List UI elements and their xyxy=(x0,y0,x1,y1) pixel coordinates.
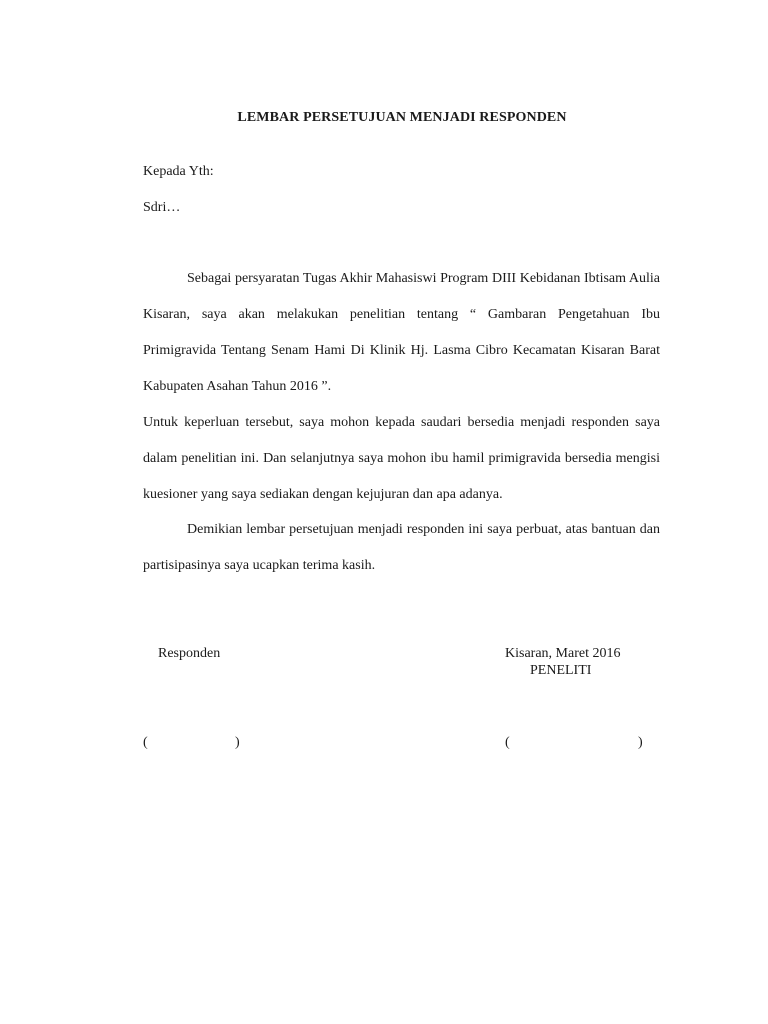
respondent-signature-open-paren: ( xyxy=(143,735,148,750)
paragraph-request-text: Untuk keperluan tersebut, saya mohon kepada saudari bersedia menjadi responden saya dalam penelitian ini. Dan selanjutnya saya mohon ibu hamil primigravida bersedia mengisi kuesioner yang saya sediakan dengan kejujuran dan apa adanya. xyxy=(143,415,660,502)
researcher-signature-close-paren: ) xyxy=(638,735,643,750)
paragraph-intro xyxy=(143,261,660,405)
document-title: LEMBAR PERSETUJUAN MENJADI RESPONDEN xyxy=(237,110,567,125)
paragraph-closing-text: Demikian lembar persetujuan menjadi responden ini saya perbuat, atas bantuan dan partisipasinya saya ucapkan terima kasih. xyxy=(143,522,660,573)
recipient: Sdri… xyxy=(143,200,181,215)
salutation: Kepada Yth: xyxy=(143,164,214,179)
researcher-signature-open-paren: ( xyxy=(505,735,510,750)
paragraph-closing xyxy=(143,512,660,584)
place-date: Kisaran, Maret 2016 xyxy=(505,646,621,661)
paragraph-intro-text: Sebagai persyaratan Tugas Akhir Mahasiswi Program DIII Kebidanan Ibtisam Aulia Kisaran, saya akan melakukan penelitian tentang “ Gambaran Pengetahuan Ibu Primigravida Tentang Senam Hami Di Klinik Hj. Lasma Cibro Kecamatan Kisaran Barat Kabupaten Asahan Tahun 2016 ”. xyxy=(143,271,660,394)
respondent-signature-close-paren: ) xyxy=(235,735,240,750)
paragraph-request xyxy=(143,405,660,513)
researcher-label: PENELITI xyxy=(530,663,592,678)
respondent-label: Responden xyxy=(158,646,221,661)
